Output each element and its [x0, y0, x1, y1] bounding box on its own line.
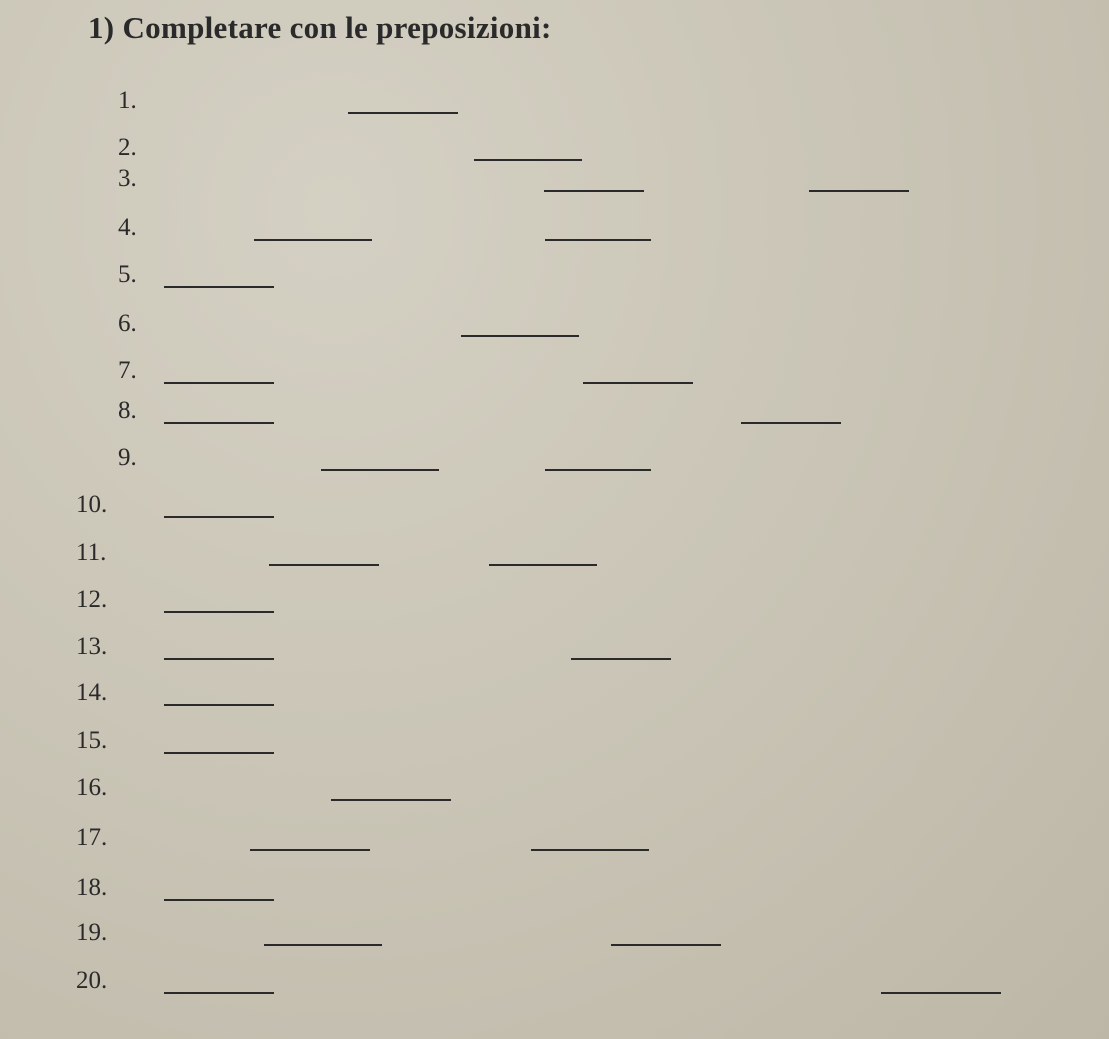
exercise-number: 12. [76, 586, 108, 613]
answer-blank-wrapper [538, 170, 650, 200]
answer-blank[interactable] [544, 172, 644, 192]
answer-blank-wrapper [158, 732, 280, 762]
answer-blank[interactable] [611, 926, 721, 946]
answer-blank-wrapper [325, 779, 457, 809]
answer-blank-wrapper [735, 402, 847, 432]
answer-blank[interactable] [164, 974, 274, 994]
answer-blank[interactable] [164, 686, 274, 706]
answer-blank-wrapper [248, 219, 378, 249]
answer-blank[interactable] [881, 974, 1001, 994]
exercise-number: 14. [76, 679, 108, 706]
exercise-number: 13. [76, 633, 108, 660]
exercise-number: 15. [76, 727, 108, 754]
answer-blank-wrapper [158, 591, 280, 621]
answer-blank[interactable] [164, 640, 274, 660]
answer-blank[interactable] [250, 831, 370, 851]
answer-blank[interactable] [254, 221, 372, 241]
answer-blank[interactable] [164, 404, 274, 424]
answer-blank-wrapper [158, 972, 280, 1002]
answer-blank[interactable] [164, 268, 274, 288]
exercise-number: 11. [76, 539, 107, 566]
answer-blank-wrapper [539, 219, 657, 249]
answer-blank-wrapper [244, 829, 376, 859]
answer-blank[interactable] [741, 404, 841, 424]
exercise-number: 16. [76, 774, 108, 801]
answer-blank[interactable] [331, 781, 451, 801]
answer-blank-wrapper [483, 544, 603, 574]
exercise-number: 7. [118, 357, 137, 384]
exercise-number: 2. [118, 134, 137, 161]
exercise-number: 4. [118, 214, 137, 241]
exercise-number: 18. [76, 874, 108, 901]
answer-blank[interactable] [583, 364, 693, 384]
answer-blank[interactable] [264, 926, 382, 946]
answer-blank-wrapper [158, 362, 280, 392]
answer-blank[interactable] [474, 141, 582, 161]
exercise-number: 3. [118, 165, 137, 192]
answer-blank[interactable] [545, 221, 651, 241]
answer-blank[interactable] [348, 94, 458, 114]
answer-blank-wrapper [803, 170, 915, 200]
answer-blank-wrapper [565, 638, 677, 668]
answer-blank-wrapper [158, 879, 280, 909]
answer-blank-wrapper [158, 684, 280, 714]
answer-blank-wrapper [263, 544, 385, 574]
answer-blank-wrapper [525, 829, 655, 859]
answer-blank[interactable] [321, 451, 439, 471]
answer-blank-wrapper [158, 638, 280, 668]
answer-blank[interactable] [269, 546, 379, 566]
answer-blank-wrapper [605, 924, 727, 954]
exercise-number: 17. [76, 824, 108, 851]
answer-blank[interactable] [489, 546, 597, 566]
exercise-number: 1. [118, 87, 137, 114]
exercise-number: 9. [118, 444, 137, 471]
answer-blank-wrapper [468, 139, 588, 169]
exercise-number: 19. [76, 919, 108, 946]
exercise-number: 8. [118, 397, 137, 424]
answer-blank[interactable] [164, 364, 274, 384]
exercise-number: 6. [118, 310, 137, 337]
answer-blank[interactable] [571, 640, 671, 660]
answer-blank[interactable] [531, 831, 649, 851]
exercise-number: 20. [76, 967, 108, 994]
exercise-number: 10. [76, 491, 108, 518]
exercise-title: 1) Completare con le preposizioni: [88, 10, 552, 45]
exercise-number: 5. [118, 261, 137, 288]
answer-blank-wrapper [315, 449, 445, 479]
answer-blank-wrapper [158, 402, 280, 432]
answer-blank-wrapper [577, 362, 699, 392]
answer-blank[interactable] [164, 881, 274, 901]
answer-blank-wrapper [158, 496, 280, 526]
answer-blank-wrapper [455, 315, 585, 345]
answer-blank-wrapper [342, 92, 464, 122]
answer-blank[interactable] [545, 451, 651, 471]
answer-blank-wrapper [539, 449, 657, 479]
answer-blank[interactable] [164, 498, 274, 518]
answer-blank-wrapper [258, 924, 388, 954]
answer-blank-wrapper [875, 972, 1007, 1002]
answer-blank[interactable] [461, 317, 579, 337]
answer-blank-wrapper [158, 266, 280, 296]
answer-blank[interactable] [809, 172, 909, 192]
answer-blank[interactable] [164, 734, 274, 754]
answer-blank[interactable] [164, 593, 274, 613]
